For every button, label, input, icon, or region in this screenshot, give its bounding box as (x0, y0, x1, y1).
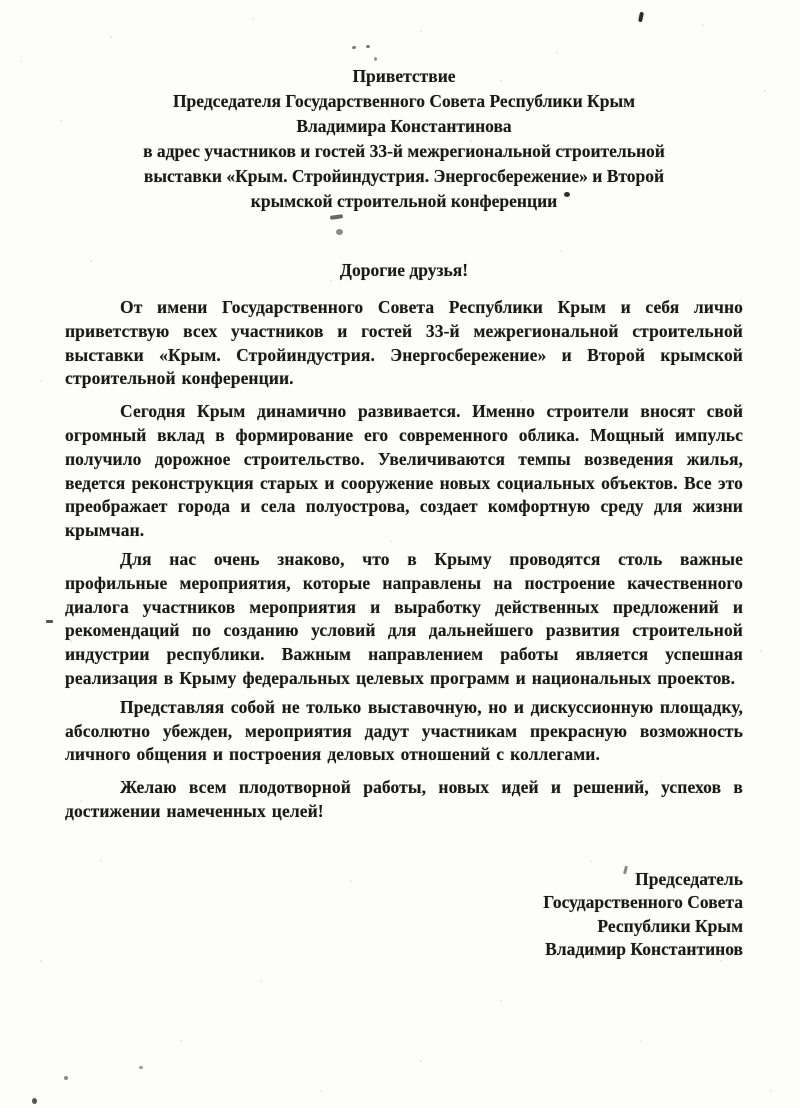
paragraph-platform: Представляя собой не только выставочную, но и дискуссионную площадку, абсолютно убежден, мероприятия дадут участникам прекрасную возможность личного общения и построения деловых отношений с коллегами. (65, 696, 743, 765)
header-line-title: Приветствие (352, 66, 456, 86)
signature-line-title: Председатель (635, 868, 743, 889)
header-line-position: Председателя Государственного Совета Республики Крым (172, 91, 636, 111)
scan-artifact (139, 1066, 143, 1069)
header-line-addressees-1: в адрес участников и гостей 33-й межрегиональной строительной (143, 141, 665, 161)
header-line-author: Владимира Константинова (296, 116, 512, 136)
salutation: Дорогие друзья! (339, 260, 469, 280)
signature-block (65, 868, 743, 962)
scan-artifact (32, 1098, 37, 1104)
paragraph-significance: Для нас очень знаково, что в Крыму проводятся столь важные профильные мероприятия, которые направлены на построение качественного диалога участников мероприятия и выработку действенных предложений и рекомендаций по созданию условий для дальнейшего развития строительной индустрии республики. Важным направлением работы является успешная реализация в Крыму федеральных целевых программ и национальных проектов. (65, 548, 743, 688)
signature-line-org: Государственного Совета (543, 892, 743, 913)
paragraph-wishes: Желаю всем плодотворной работы, новых идей и решений, успехов в достижении намеченных целей! (65, 777, 743, 821)
paragraph-development: Сегодня Крым динамично развивается. Именно строители вносят свой огромный вклад в формирование его современного облика. Мощный импульс получило дорожное строительство. Увеличиваются темпы возведения жилья, ведется реконструкция старых и сооружение новых социальных объектов. Все это преображает города и села полуострова, создает комфортную среду для жизни крымчан. (65, 401, 743, 541)
paragraph-greeting: От имени Государственного Совета Республики Крым и себя лично приветствую всех участников и гостей 33-й межрегиональной строительной выставки «Крым. Стройиндустрия. Энергосбережение» и Второй крымской строительной конференции. (65, 297, 743, 389)
letter-header (65, 64, 743, 214)
header-line-addressees-2: выставки «Крым. Стройиндустрия. Энергосбережение» и Второй (143, 166, 665, 186)
scan-artifact (64, 1076, 68, 1080)
signature-line-region: Республики Крым (597, 915, 743, 936)
header-line-addressees-3: крымской строительной конференции (250, 191, 558, 211)
signature-line-name: Владимир Константинов (545, 939, 743, 960)
